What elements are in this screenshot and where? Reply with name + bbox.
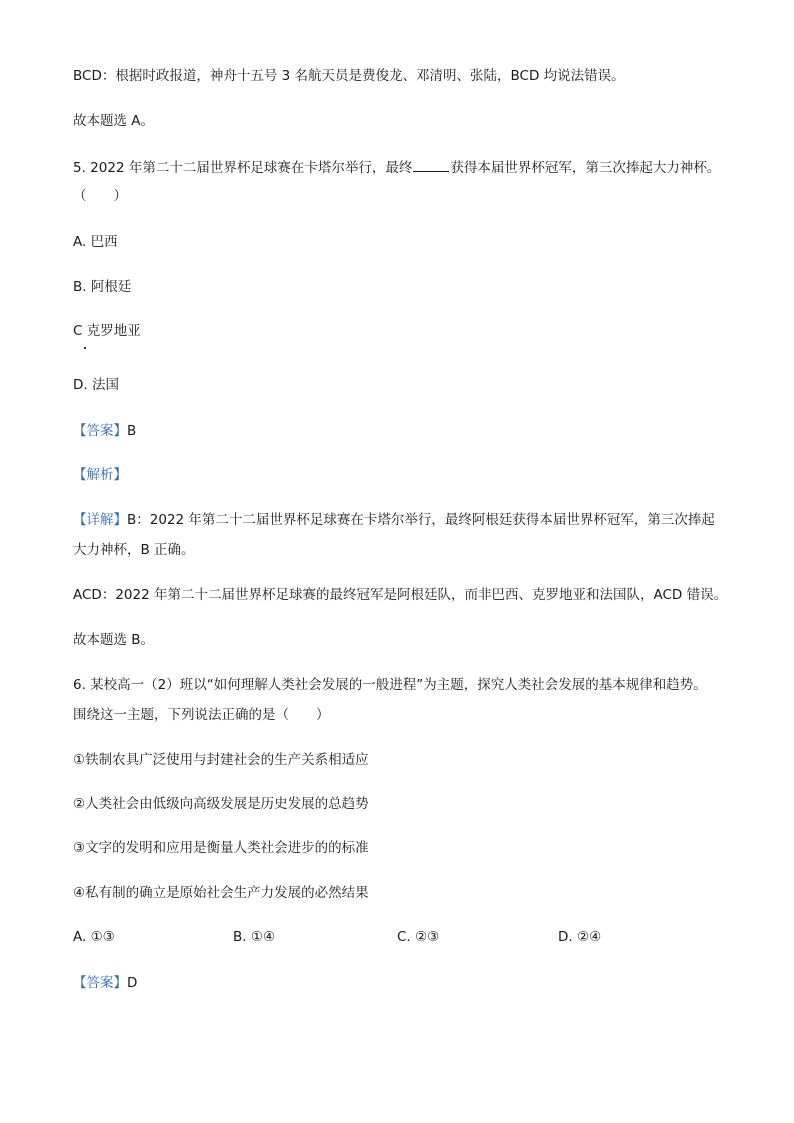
analysis-tag: 【解析】 <box>73 467 127 483</box>
q5-detail-line1 <box>73 510 715 530</box>
q6-statement-4: ④私有制的确立是原始社会生产力发展的必然结果 <box>73 885 369 901</box>
q6-option-b: B. ①④ <box>233 929 276 945</box>
answer-tag: 【答案】 <box>73 423 127 439</box>
q5-conclusion: 故本题选 B。 <box>73 632 155 648</box>
q6-answer <box>73 973 137 993</box>
q4-explanation-bcd: BCD：根据时政报道，神舟十五号 3 名航天员是费俊龙、邓清明、张陆，BCD 均说法错误。 <box>73 68 625 84</box>
q5-option-c: C 克罗地亚 <box>73 323 141 339</box>
q4-conclusion: 故本题选 A。 <box>73 113 155 129</box>
q6-option-a: A. ①③ <box>73 929 115 945</box>
stray-dot-mark <box>84 347 86 349</box>
q5-analysis-heading <box>73 465 127 485</box>
q5-option-b: B. 阿根廷 <box>73 279 132 295</box>
detail-tag: 【详解】 <box>73 512 127 528</box>
q6-statement-2: ②人类社会由低级向高级发展是历史发展的总趋势 <box>73 796 369 812</box>
q6-statement-1: ①铁制农具广泛使用与封建社会的生产关系相适应 <box>73 752 369 768</box>
q5-answer-value: B <box>127 423 137 439</box>
q5-detail-line3: ACD：2022 年第二十二届世界杯足球赛的最终冠军是阿根廷队，而非巴西、克罗地亚和法国队，ACD 错误。 <box>73 587 728 603</box>
answer-tag: 【答案】 <box>73 975 127 991</box>
q5-stem <box>73 157 720 178</box>
q5-option-d: D. 法国 <box>73 377 119 393</box>
q5-stem-part2: 获得本届世界杯冠军，第三次捧起大力神杯。 <box>450 160 721 176</box>
q5-stem-part1: 5. 2022 年第二十二届世界杯足球赛在卡塔尔举行，最终 <box>73 160 413 176</box>
q5-detail-line2: 大力神杯，B 正确。 <box>73 542 195 558</box>
q5-answer-parentheses: （ ） <box>73 188 127 204</box>
q5-detail-text1: B：2022 年第二十二届世界杯足球赛在卡塔尔举行，最终阿根廷获得本届世界杯冠军，第三次捧起 <box>127 512 715 528</box>
q6-stem-line1: 6. 某校高一（2）班以“如何理解人类社会发展的一般进程”为主题，探究人类社会发展的基本规律和趋势。 <box>73 677 707 693</box>
q5-answer-blank <box>413 157 449 172</box>
q6-statement-3: ③文字的发明和应用是衡量人类社会进步的的标准 <box>73 840 369 856</box>
q5-option-a: A. 巴西 <box>73 234 118 250</box>
q5-answer <box>73 421 136 441</box>
q6-option-d: D. ②④ <box>558 929 602 945</box>
q6-option-c: C. ②③ <box>397 929 440 945</box>
q6-stem-line2: 围绕这一主题，下列说法正确的是（ ） <box>73 707 330 723</box>
q6-answer-value: D <box>127 975 138 991</box>
